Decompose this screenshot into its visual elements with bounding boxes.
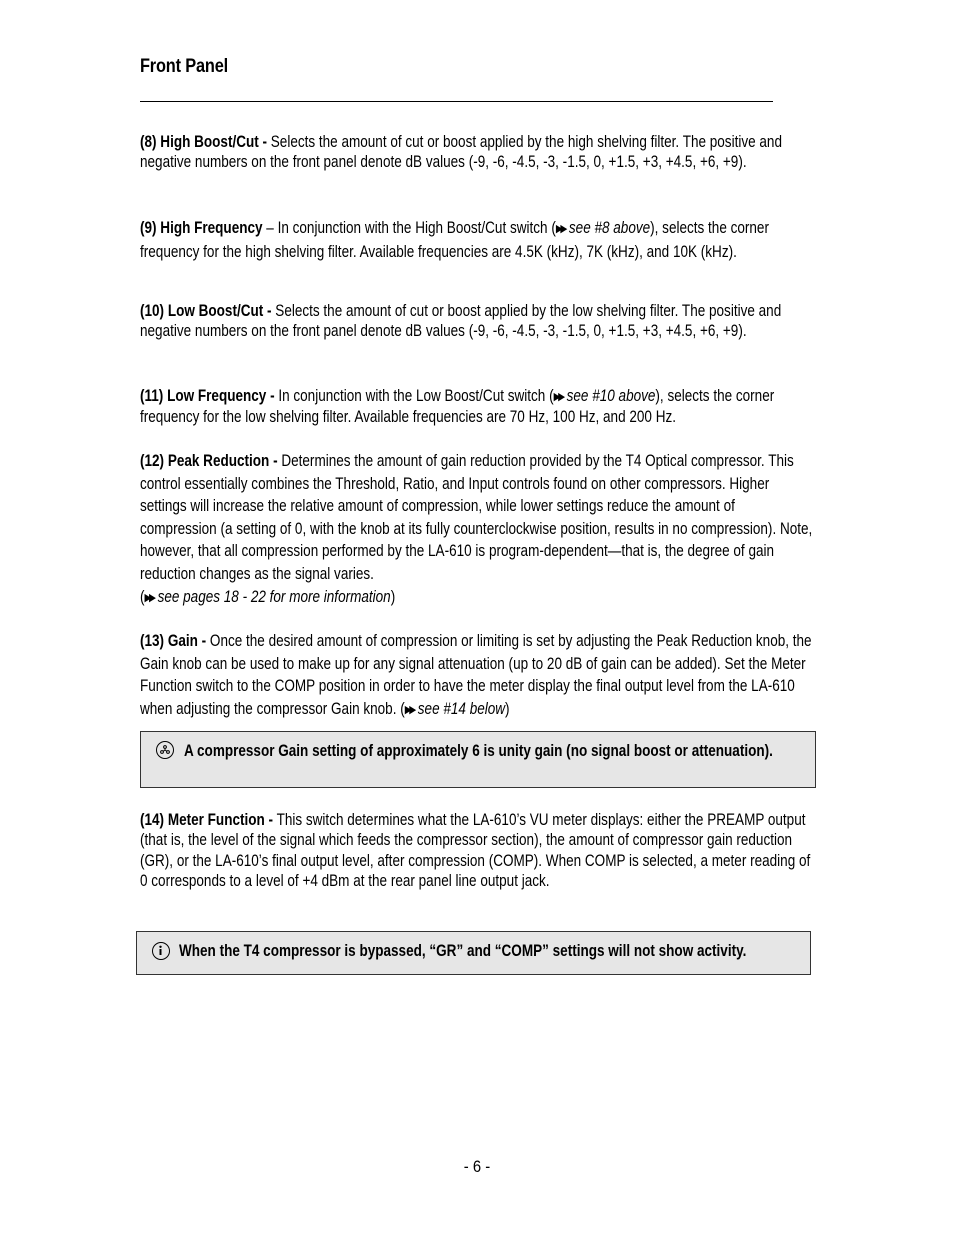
info-note-text: When the T4 compressor is bypassed, “GR” and “COMP” settings will not show activity. <box>179 942 747 960</box>
info-note-box <box>136 931 811 975</box>
cross-reference-link[interactable]: see #8 above <box>568 219 651 237</box>
item-peak-reduction <box>140 450 954 632</box>
item-high-frequency <box>140 217 954 286</box>
cross-reference-link[interactable]: see #14 below <box>417 699 506 718</box>
item-body: ), selects the corner frequency for the high shelving filter. Available frequencies are 4.5K (kHz), 7K (kHz), and 10K (kHz). <box>140 219 769 261</box>
item-paragraph <box>140 810 814 891</box>
item-body: – In conjunction with the High Boost/Cut switch ( <box>262 219 556 237</box>
item-heading: (9) High Frequency <box>140 219 263 237</box>
item-heading: (10) Low Boost/Cut - <box>140 302 272 320</box>
cross-reference-link[interactable]: see pages 18 - 22 for more information <box>157 587 391 606</box>
item-low-boost-cut <box>140 301 954 365</box>
page-number: - 6 - <box>463 1158 491 1176</box>
item-gain <box>140 630 954 744</box>
title-rule <box>140 101 773 102</box>
fast-forward-icon: ▶▶ <box>553 391 563 403</box>
item-body: In conjunction with the Low Boost/Cut switch ( <box>274 387 554 405</box>
item-body: ) <box>505 699 510 718</box>
item-low-frequency <box>140 386 954 451</box>
info-icon <box>152 942 170 960</box>
item-heading: (11) Low Frequency - <box>140 387 275 405</box>
item-paragraph <box>140 386 814 428</box>
item-heading: (14) Meter Function - <box>140 811 274 829</box>
item-heading: (13) Gain - <box>140 632 207 650</box>
fast-forward-icon: ▶▶ <box>404 703 414 716</box>
fast-forward-icon: ▶▶ <box>555 223 565 235</box>
item-meter-function <box>140 810 954 914</box>
item-heading: (8) High Boost/Cut - <box>140 133 268 151</box>
item-high-boost-cut <box>140 132 954 196</box>
item-body: Selects the amount of cut or boost applied by the high shelving filter. The positive and negative numbers on the front panel denote dB values (-9, -6, -4.5, -3, -1.5, 0, +1.5, +3, +4.5, +6, +9). <box>140 133 782 172</box>
fast-forward-icon: ▶▶ <box>144 591 154 604</box>
item-heading: (12) Peak Reduction - <box>140 452 278 470</box>
item-paragraph <box>140 217 814 263</box>
item-body: Selects the amount of cut or boost applied by the low shelving filter. The positive and negative numbers on the front panel denote dB values (-9, -6, -4.5, -3, -1.5, 0, +1.5, +3, +4.5, +6, +9). <box>140 302 782 341</box>
item-body: Once the desired amount of compression or limiting is set by adjusting the Peak Reduction knob, the Gain knob can be used to make up for any signal attenuation (up to 20 dB of gain can be added). Set the Meter Function switch to the COMP position in order to have the meter display the final output level from the LA-610 when adjusting the compressor Gain knob. ( <box>140 632 812 718</box>
item-body: Determines the amount of gain reduction provided by the T4 Optical compressor. This control essentially combines the Threshold, Ratio, and Input controls found on other compressors. Higher settings will increase the relative amount of compression, while lower settings reduce the amount of compression (a setting of 0, with the knob at its fully counterclockwise position, results in no compression). Note, however, that all compression performed by the LA-610 is program-dependent—that is, the degree of gain reduction changes as the signal varies. <box>140 452 813 583</box>
tip-note-box <box>140 731 816 788</box>
item-body: This switch determines what the LA-610’s VU meter displays: either the PREAMP output (that is, the level of the signal which feeds the compressor section), the amount of compressor gain reduction (GR), or the LA-610’s final output level, after compression (COMP). When COMP is selected, a meter reading of 0 corresponds to a level of +4 dBm at the rear panel line output jack. <box>140 811 811 890</box>
item-body: ), selects the corner frequency for the low shelving filter. Available frequencies are 70 Hz, 100 Hz, and 200 Hz. <box>140 387 775 427</box>
tip-icon <box>156 741 174 759</box>
cross-reference-link[interactable]: see #10 above <box>566 387 656 405</box>
item-paragraph <box>140 301 814 342</box>
item-paragraph <box>140 132 814 173</box>
item-paragraph: (12) Peak Reduction - Determines the amount of gain reduction provided by the T4 Optical compressor. This control essentially combines the Threshold, Ratio, and Input controls found on other compressors. Higher settings will increase the relative amount of compression, while lower settings reduce the amount of compression (a setting of 0, with the knob at its fully counterclockwise position, results in no compression). Note, however, that all compression performed by the LA-610 is program-dependent—that is, the degree of gain reduction changes as the signal varies. (▶▶ see pages 18 - 22 for more information) <box>140 450 814 609</box>
tip-note-text: A compressor Gain setting of approximately 6 is unity gain (no signal boost or attenuation). <box>184 742 773 760</box>
page-title: Front Panel <box>140 56 228 77</box>
item-paragraph <box>140 630 814 721</box>
